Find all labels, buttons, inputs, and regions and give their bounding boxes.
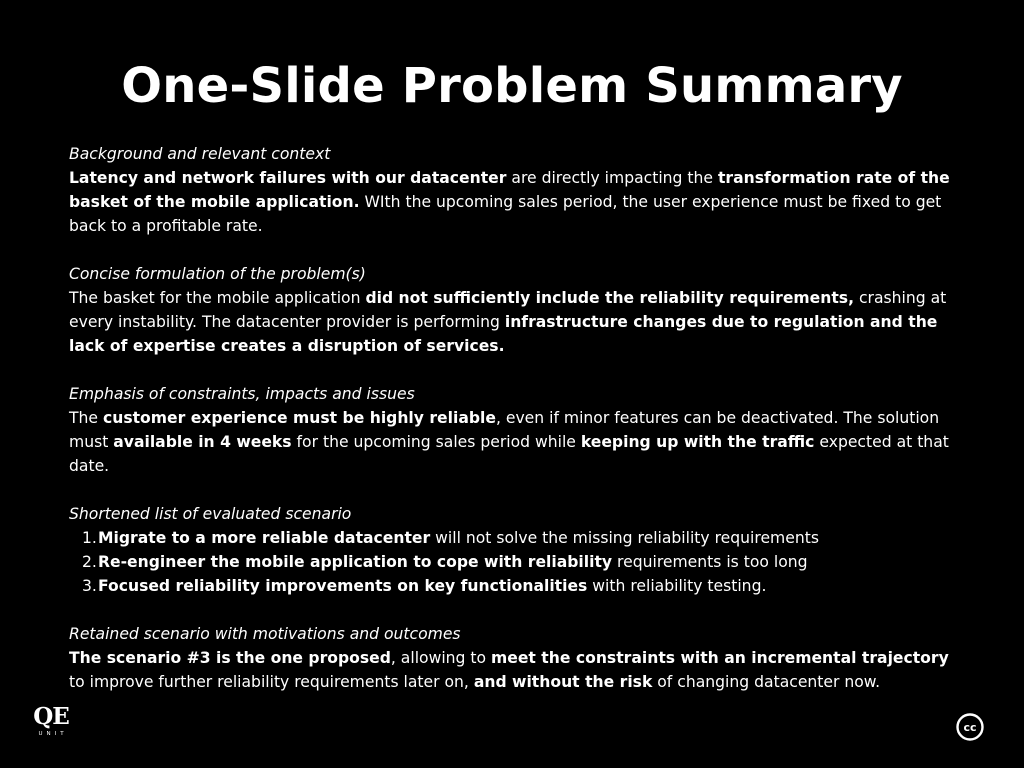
body-text: crashing at every instability. The datacenter provider is performing bbox=[69, 289, 947, 331]
qe-unit-logo bbox=[30, 704, 72, 746]
section-heading: Background and relevant context bbox=[69, 145, 331, 163]
body-text: for the upcoming sales period while bbox=[291, 433, 581, 451]
logo-subtitle: UNIT bbox=[38, 731, 68, 737]
body-text: to improve further reliability requirements later on, bbox=[69, 673, 474, 691]
section-problem bbox=[69, 262, 964, 358]
emphasis-text: keeping up with the traffic bbox=[580, 433, 815, 451]
body-text: expected at that date. bbox=[69, 433, 949, 475]
body-text: The basket for the mobile application bbox=[69, 289, 366, 307]
section-heading: Emphasis of constraints, impacts and issues bbox=[69, 385, 415, 403]
logo-mark: QE bbox=[33, 703, 69, 730]
section-body bbox=[69, 406, 964, 478]
section-body bbox=[69, 646, 964, 694]
emphasis-text: meet the constraints with an incremental trajectory bbox=[491, 649, 949, 667]
scenario-text: will not solve the missing reliability requirements bbox=[430, 529, 819, 547]
emphasis-text: and without the risk bbox=[473, 673, 653, 691]
creative-commons-icon bbox=[955, 712, 985, 742]
emphasis-text: customer experience must be highly reliable bbox=[102, 409, 496, 427]
scenario-emphasis: Migrate to a more reliable datacenter bbox=[98, 529, 431, 547]
section-background bbox=[69, 142, 964, 238]
cc-text: cc bbox=[963, 721, 977, 734]
scenario-emphasis: Focused reliability improvements on key functionalities bbox=[98, 577, 588, 595]
body-text: , even if minor features can be deactivated. The solution must bbox=[69, 409, 940, 451]
scenario-item bbox=[69, 574, 964, 598]
scenario-number: 1. bbox=[82, 529, 97, 547]
body-text: of changing datacenter now. bbox=[652, 673, 881, 691]
body-text: WIth the upcoming sales period, the user experience must be fixed to get back to a profitable rate. bbox=[69, 193, 942, 235]
scenario-number: 3. bbox=[82, 577, 97, 595]
section-scenarios bbox=[69, 502, 964, 598]
slide-title: One-Slide Problem Summary bbox=[121, 58, 903, 114]
section-retained bbox=[69, 622, 964, 694]
section-heading: Retained scenario with motivations and outcomes bbox=[69, 625, 461, 643]
section-heading: Concise formulation of the problem(s) bbox=[69, 265, 366, 283]
section-body bbox=[69, 286, 964, 358]
scenario-item bbox=[69, 526, 964, 550]
emphasis-text: transformation rate of the basket of the mobile application. bbox=[69, 169, 950, 211]
slide-content bbox=[69, 142, 964, 718]
scenario-item bbox=[69, 550, 964, 574]
emphasis-text: available in 4 weeks bbox=[113, 433, 292, 451]
scenario-text: with reliability testing. bbox=[587, 577, 767, 595]
section-heading: Shortened list of evaluated scenario bbox=[69, 505, 352, 523]
emphasis-text: infrastructure changes due to regulation and the lack of expertise creates a disruption of services. bbox=[69, 313, 938, 355]
emphasis-text: The scenario #3 is the one proposed bbox=[69, 649, 391, 667]
body-text: , allowing to bbox=[390, 649, 492, 667]
scenario-emphasis: Re-engineer the mobile application to cope with reliability bbox=[98, 553, 613, 571]
scenario-list bbox=[69, 526, 964, 598]
section-body bbox=[69, 166, 964, 238]
body-text: The bbox=[69, 409, 103, 427]
emphasis-text: Latency and network failures with our datacenter bbox=[69, 169, 507, 187]
body-text: are directly impacting the bbox=[506, 169, 718, 187]
scenario-text: requirements is too long bbox=[612, 553, 808, 571]
section-constraints bbox=[69, 382, 964, 478]
emphasis-text: did not sufficiently include the reliability requirements, bbox=[365, 289, 854, 307]
scenario-number: 2. bbox=[82, 553, 97, 571]
